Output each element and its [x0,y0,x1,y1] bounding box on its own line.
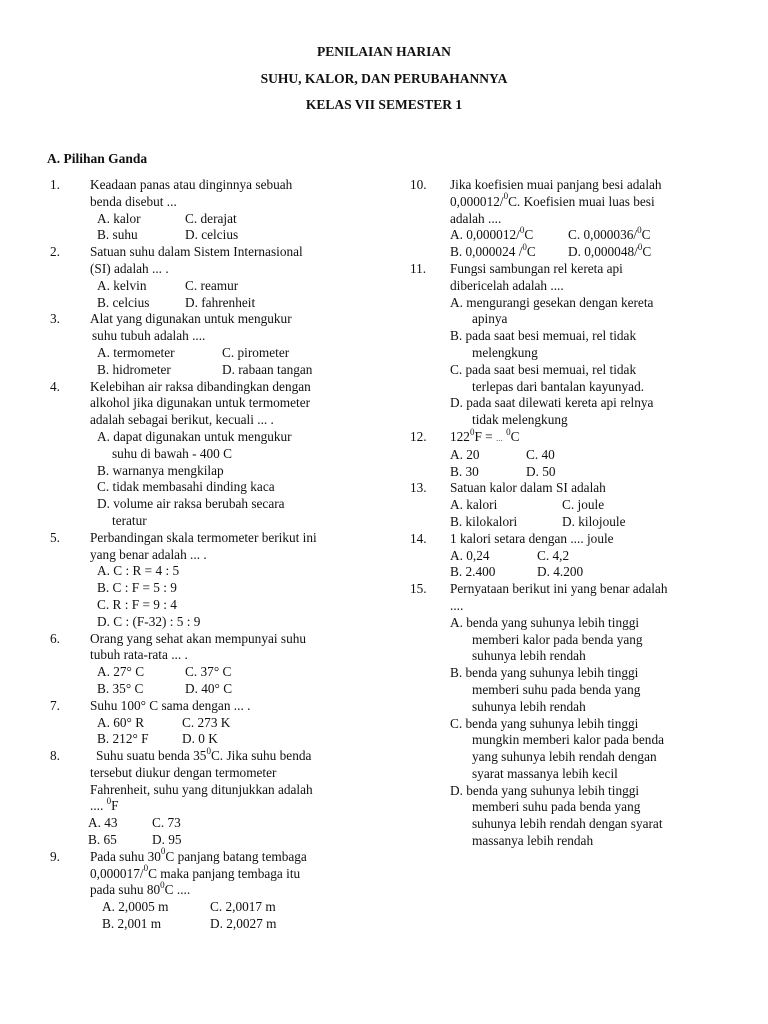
question-text: Satuan kalor dalam SI adalah [450,480,606,496]
option-c: C. 37° C [185,664,232,680]
option-d: D. 95 [152,832,182,848]
option-b: B. 35° C [97,680,144,696]
option-c: C. tidak membasahi dinding kaca [97,479,275,495]
option-c: C. 0,000036/ [568,227,638,243]
question-text: 122 [450,428,470,444]
option-d: D. kilojoule [562,513,626,529]
option-d-cont: teratur [112,512,147,528]
option-b: B. 65 [88,832,117,848]
unit: C [641,227,651,243]
option-a: A. C : R = 4 : 5 [97,563,180,579]
unit: C [642,244,652,260]
question-text: yang benar adalah ... . [90,546,207,562]
question-15 [410,581,740,850]
degree-superscript: 0 [637,241,643,252]
unit: C [526,244,536,260]
question-number: 9. [50,848,60,864]
question-text: benda disebut ... [90,193,177,209]
option-c-cont: yang suhunya lebih rendah dengan [472,749,657,765]
question-text: adalah .... [450,210,502,226]
question-text: alkohol jika digunakan untuk termometer [90,395,311,411]
question-text: C. Jika suhu benda [210,748,312,764]
option-b: B. kilokalori [450,513,518,529]
right-column [410,177,740,850]
option-c: C. joule [562,497,605,513]
title-line-3: KELAS VII SEMESTER 1 [305,97,463,112]
option-a: A. benda yang suhunya lebih tinggi [450,614,640,630]
option-a: A. kalor [97,210,141,226]
question-text: .... [450,597,464,613]
option-b: B. benda yang suhunya lebih tinggi [450,665,639,681]
question-13 [410,480,740,530]
option-d: D. 40° C [185,680,233,696]
degree-superscript: 0 [143,863,149,874]
option-d: D. 50 [526,463,556,479]
option-c-cont: mungkin memberi kalor pada benda [472,732,665,748]
option-c: C. benda yang suhunya lebih tinggi [450,715,639,731]
option-b: B. 2,001 m [102,916,162,932]
option-d: D. celcius [185,227,239,243]
option-d: D. 2,0027 m [210,916,277,932]
question-text: Alat yang digunakan untuk mengukur [90,311,292,327]
option-d: D. C : (F-32) : 5 : 9 [97,613,201,629]
degree-superscript: 0 [160,880,165,891]
question-text: F [111,798,119,814]
option-c: C. 273 K [182,714,231,730]
option-a: A. kalori [450,497,498,513]
question-8 [50,745,370,849]
option-c-cont: syarat massanya lebih kecil [472,765,618,781]
question-text: C panjang batang tembaga [165,848,307,864]
option-d: D. pada saat dilewati kereta api relnya [450,395,654,411]
section-label: A. Pilihan Ganda [47,151,148,166]
question-3 [50,311,370,378]
question-12 [410,426,740,480]
question-9 [50,846,370,933]
option-a: A. 20 [450,446,480,462]
option-b: B. suhu [97,227,138,243]
question-1 [50,177,370,244]
option-a-cont: memberi kalor pada benda yang [472,631,643,647]
option-a: A. 0,24 [450,547,490,563]
option-c: C. pirometer [222,344,290,360]
option-a: A. 60° R [97,714,145,730]
option-c: C. 2,0017 m [210,899,276,915]
question-text: adalah sebagai berikut, kecuali ... . [90,412,274,428]
question-number: 14. [410,530,427,546]
question-number: 6. [50,630,60,646]
question-number: 3. [50,311,60,327]
option-c: C. 40 [526,446,555,462]
question-text: dibericelah adalah .... [450,277,564,293]
option-c: C. pada saat besi memuai, rel tidak [450,361,637,377]
question-text: Fungsi sambungan rel kereta api [450,260,623,276]
question-text: C maka panjang tembaga itu [148,865,301,881]
question-7 [50,698,370,748]
option-a: A. 2,0005 m [102,899,169,915]
option-b-cont: memberi suhu pada benda yang [472,681,641,697]
option-c-cont: terlepas dari bantalan kayunyad. [472,378,645,394]
option-b: B. C : F = 5 : 9 [97,580,177,596]
question-number: 1. [50,177,60,192]
option-a: A. 0,000012/ [450,227,520,243]
option-a: A. mengurangi gesekan dengan kereta [450,294,654,310]
option-d-cont: tidak melengkung [472,412,568,428]
option-d: D. 4.200 [537,564,584,580]
question-text: Suhu 100° C sama dengan ... . [90,697,251,713]
option-a: A. kelvin [97,277,147,293]
option-b-cont: suhunya lebih rendah [472,698,586,714]
question-number: 4. [50,378,60,394]
left-column [50,177,370,933]
degree-superscript: 0 [506,426,511,437]
option-d-cont: memberi suhu pada benda yang [472,799,641,815]
question-text: Jika koefisien muai panjang besi adalah [450,177,662,192]
question-14 [410,531,740,581]
question-text: (SI) adalah ... . [90,260,169,276]
question-text: pada suhu 80 [90,882,161,898]
question-text: F = [474,428,496,444]
question-text: 1 kalori setara dengan .... joule [450,530,614,546]
question-2 [50,244,370,311]
option-c: C. 4,2 [537,547,570,563]
question-number: 2. [50,244,60,260]
option-a: A. 27° C [97,664,145,680]
blank-dots: ... [496,432,503,443]
option-a-cont: suhu di bawah - 400 C [112,445,233,461]
option-b: B. celcius [97,294,150,310]
option-b: B. pada saat besi memuai, rel tidak [450,328,637,344]
degree-superscript: 0 [160,846,166,857]
option-b: B. 212° F [97,731,149,747]
option-c: C. derajat [185,210,237,226]
question-text: tersebut diukur dengan termometer [90,764,277,780]
option-a: A. termometer [97,344,175,360]
question-text: .... [90,798,107,814]
question-number: 12. [410,428,427,444]
question-text: Kelebihan air raksa dibandingkan dengan [90,378,311,394]
option-b: B. 30 [450,463,479,479]
question-text: tubuh rata-rata ... . [90,647,188,663]
question-text: Pada suhu 30 [90,848,161,864]
question-number: 8. [50,748,60,764]
question-text: Satuan suhu dalam Sistem Internasional [90,244,303,260]
question-text: C [510,428,520,444]
question-text: Perbandingan skala termometer berikut ini [90,529,317,545]
unit: C [524,227,534,243]
degree-superscript: 0 [519,224,525,235]
question-6 [50,631,370,698]
option-c: C. 73 [152,815,181,831]
question-text: C. Koefisien muai luas besi [508,193,655,209]
question-number: 11. [410,260,427,276]
degree-superscript: 0 [637,224,642,235]
question-number: 15. [410,581,427,597]
question-text: 0,000012/ [450,193,504,209]
option-c: C. R : F = 9 : 4 [97,596,177,612]
option-a: A. 43 [88,815,118,831]
option-c: C. reamur [185,277,239,293]
question-11 [410,261,740,429]
degree-superscript: 0 [522,241,527,252]
question-4 [50,379,370,530]
question-number: 5. [50,529,60,545]
question-text: suhu tubuh adalah .... [92,328,206,344]
degree-superscript: 0 [469,426,475,437]
option-b: B. warnanya mengkilap [97,462,224,478]
question-text: Pernyataan berikut ini yang benar adalah [450,581,668,597]
question-10 [410,177,740,261]
title-line-2: SUHU, KALOR, DAN PERUBAHANNYA [260,71,508,86]
title-line-1: PENILAIAN HARIAN [317,44,451,59]
option-d: D. benda yang suhunya lebih tinggi [450,782,640,798]
question-number: 7. [50,697,60,713]
option-d: D. volume air raksa berubah secara [97,496,285,512]
question-text: Orang yang sehat akan mempunyai suhu [90,630,307,646]
question-number: 10. [410,177,427,192]
question-text: Keadaan panas atau dinginnya sebuah [90,177,293,192]
option-d: D. 0 K [182,731,218,747]
option-b-cont: melengkung [472,344,538,360]
degree-superscript: 0 [206,745,211,756]
option-b: B. 2.400 [450,564,496,580]
option-b: B. hidrometer [97,361,171,377]
option-d: D. 0,000048/ [568,244,638,260]
option-a-cont: apinya [472,311,508,327]
option-a: A. dapat digunakan untuk mengukur [97,428,292,444]
degree-superscript: 0 [106,796,112,807]
option-d: D. fahrenheit [185,294,256,310]
question-text: Suhu suatu benda 35 [96,748,207,764]
option-d-cont: massanya lebih rendah [472,833,594,849]
option-a-cont: suhunya lebih rendah [472,648,586,664]
question-text: 0,000017/ [90,865,144,881]
degree-superscript: 0 [503,191,509,202]
question-text: Fahrenheit, suhu yang ditunjukkan adalah [90,781,313,797]
option-d: D. rabaan tangan [222,361,313,377]
option-d-cont: suhunya lebih rendah dengan syarat [472,816,663,832]
question-text: C .... [164,882,191,898]
question-number: 13. [410,480,427,496]
question-5 [50,530,370,631]
option-b: B. 0,000024 / [450,244,523,260]
